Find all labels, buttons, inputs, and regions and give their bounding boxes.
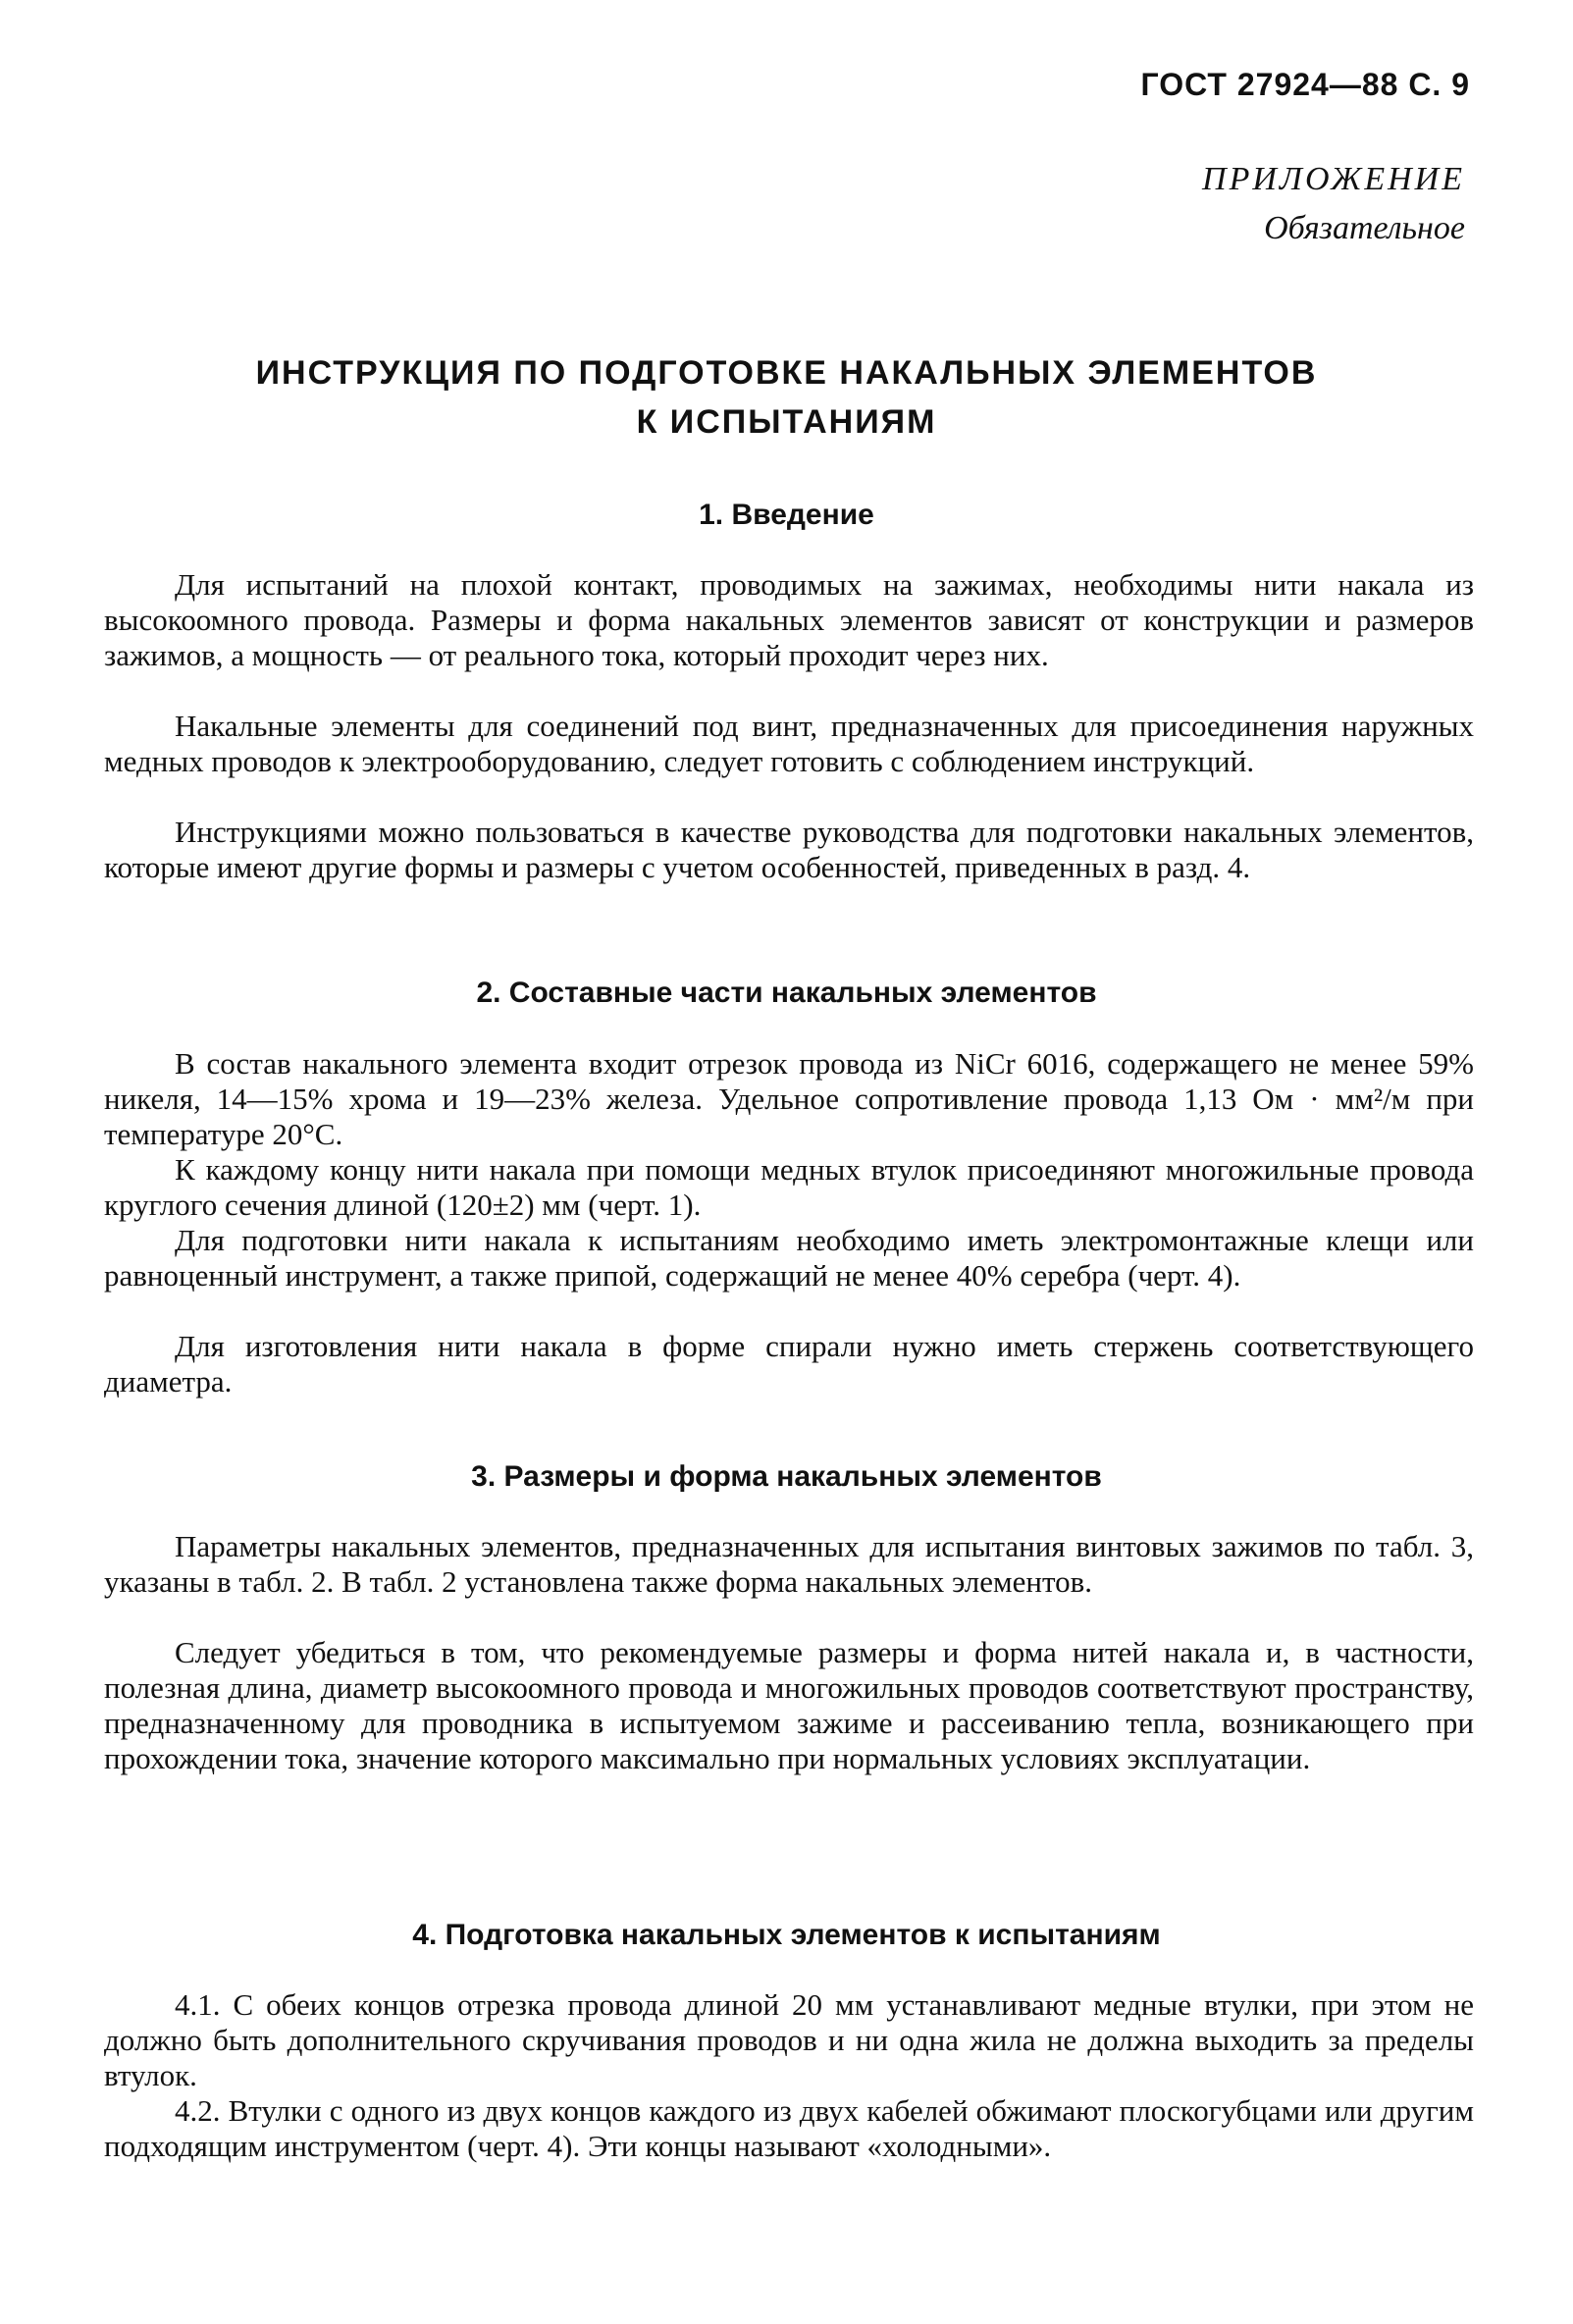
section-3-heading: 3. Размеры и форма накальных элементов	[471, 1460, 1102, 1493]
section-2-paragraph-4: Для изготовления нити накала в форме спирали нужно иметь стержень соответствующего диаметра.	[104, 1329, 1474, 1399]
section-1-paragraph-1: Для испытаний на плохой контакт, проводимых на зажимах, необходимы нити накала из высокоомного провода. Размеры и форма накальных элементов зависят от конструкции и размеров зажимов, а мощность — от реального тока, который проходит через них.	[104, 567, 1474, 672]
appendix-label	[1202, 155, 1465, 253]
appendix-status: Обязательное	[1264, 210, 1465, 246]
title-line-1: ИНСТРУКЦИЯ ПО ПОДГОТОВКЕ НАКАЛЬНЫХ ЭЛЕМЕНТОВ	[255, 354, 1318, 392]
section-4-heading: 4. Подготовка накальных элементов к испытаниям	[412, 1919, 1161, 1951]
title-line-2: К ИСПЫТАНИЯМ	[636, 403, 937, 441]
section-1-paragraph-2: Накальные элементы для соединений под винт, предназначенных для присоединения наружных медных проводов к электрооборудованию, следует готовить с соблюдением инструкций.	[104, 709, 1474, 778]
section-1-paragraph-3: Инструкциями можно пользоваться в качестве руководства для подготовки накальных элементов, которые имеют другие формы и размеры с учетом особенностей, приведенных в разд. 4.	[104, 815, 1474, 884]
section-4-paragraph-1: 4.1. С обеих концов отрезка провода длиной 20 мм устанавливают медные втулки, при этом не должно быть дополнительного скручивания проводов и ни одна жила не должна выходить за пределы втулок.	[104, 1987, 1474, 2092]
section-2-paragraph-3: Для подготовки нити накала к испытаниям необходимо иметь электромонтажные клещи или равноценный инструмент, а также припой, содержащий не менее 40% серебра (черт. 4).	[104, 1223, 1474, 1293]
section-2-heading: 2. Составные части накальных элементов	[476, 977, 1097, 1009]
section-2-paragraph-2: К каждому концу нити накала при помощи медных втулок присоединяют многожильные провода круглого сечения длиной (120±2) мм (черт. 1).	[104, 1152, 1474, 1222]
section-1-heading: 1. Введение	[699, 499, 874, 531]
appendix-title: ПРИЛОЖЕНИЕ	[1202, 161, 1465, 197]
document-title	[0, 348, 1573, 447]
section-3-paragraph-1: Параметры накальных элементов, предназначенных для испытания винтовых зажимов по табл. 3, указаны в табл. 2. В табл. 2 установлена также форма накальных элементов.	[104, 1529, 1474, 1599]
section-2-paragraph-1: В состав накального элемента входит отрезок провода из NiCr 6016, содержащего не менее 59% никеля, 14—15% хрома и 19—23% железа. Удельное сопротивление провода 1,13 Ом · мм²/м при температуре 20°С.	[104, 1046, 1474, 1151]
section-4-paragraph-2: 4.2. Втулки с одного из двух концов каждого из двух кабелей обжимают плоскогубцами или другим подходящим инструментом (черт. 4). Эти концы называют «холодными».	[104, 2093, 1474, 2163]
page-header: ГОСТ 27924—88 С. 9	[1140, 67, 1470, 102]
section-3-paragraph-2: Следует убедиться в том, что рекомендуемые размеры и форма нитей накала и, в частности, полезная длина, диаметр высокоомного провода и многожильных проводов соответствуют пространству, предназначенному для проводника в испытуемом зажиме и рассеиванию тепла, возникающего при прохождении тока, значение которого максимально при нормальных условиях эксплуатации.	[104, 1635, 1474, 1775]
